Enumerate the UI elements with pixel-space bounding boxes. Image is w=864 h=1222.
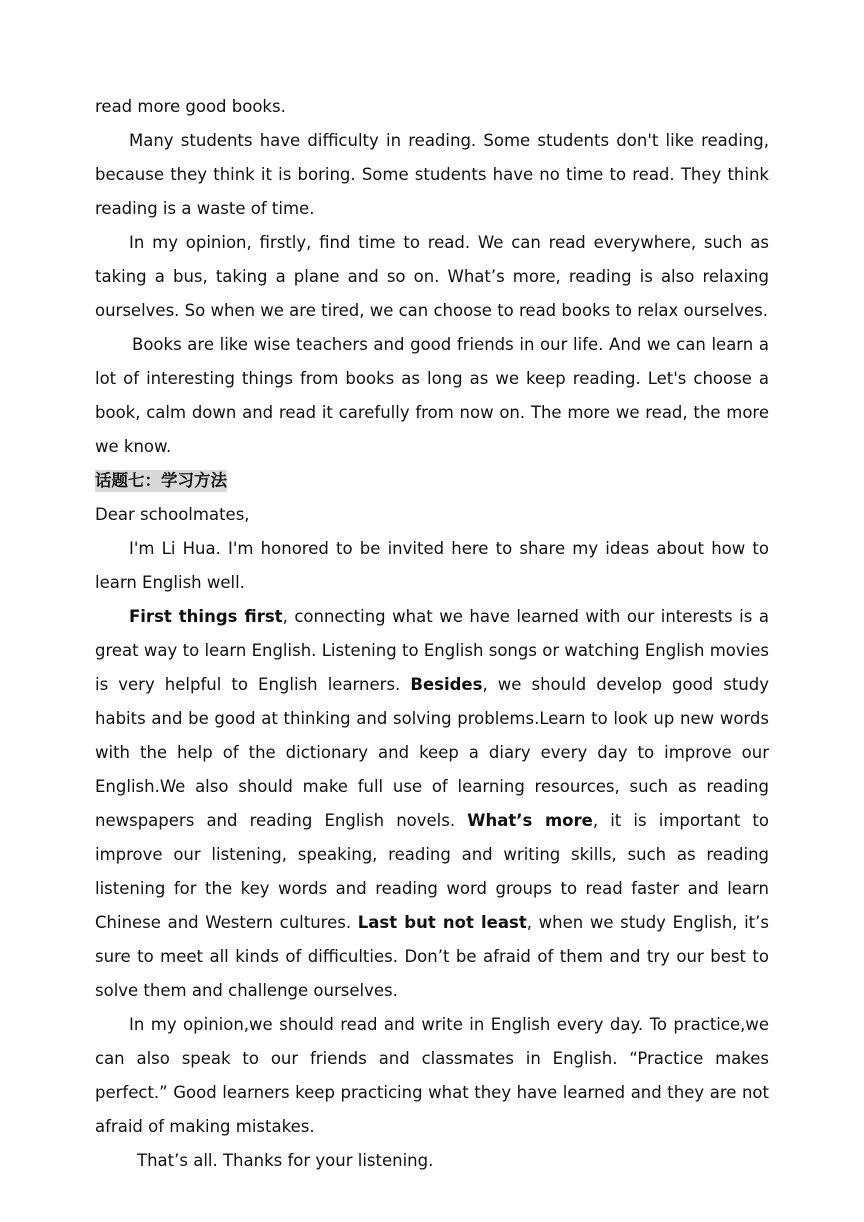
text-segment: , it is important to improve our listening, speaking, reading and writing skills, such as reading listening for the key words and reading word groups to read faster and learn Chinese and Western cultures. (95, 811, 769, 932)
bold-last-but-not-least: Last but not least (357, 913, 527, 932)
text-segment: , we should develop good study habits and be good at thinking and solving problems.Learn to look up new words with the help of the dictionary and keep a diary every day to improve our English.We also should make full use of learning resources, such as reading newspapers and reading English novels. (95, 675, 770, 830)
paragraph-reading-difficulty: Many students have difficulty in reading. Some students don't like reading, because they think it is boring. Some students have no time to read. They think reading is a waste of time. (95, 131, 769, 218)
topic-heading-line (95, 464, 769, 498)
bold-first-things-first: First things first (129, 607, 283, 626)
text-segment: , connecting what we have learned with our interests is a great way to learn English. Listening to English songs or watching English movies is very helpful to English learners. (95, 607, 769, 694)
paragraph-learning-methods (95, 600, 769, 1008)
text-segment: , when we study English, it’s sure to meet all kinds of difficulties. Don’t be afraid of them and try our best to solve them and challenge ourselves. (95, 913, 769, 1000)
greeting: Dear schoolmates, (95, 505, 250, 524)
bold-whats-more: What’s more (467, 811, 593, 830)
paragraph-practice: In my opinion,we should read and write in English every day. To practice,we can also speak to our friends and classmates in English. “Practice makes perfect.” Good learners keep practicing what they have learned and they are not afraid of making mistakes. (95, 1015, 769, 1136)
paragraph-introduction: I'm Li Hua. I'm honored to be invited here to share my ideas about how to learn English well. (95, 539, 769, 592)
bold-besides: Besides (410, 675, 483, 694)
paragraph-continuation: read more good books. (95, 97, 286, 116)
closing-line: That’s all. Thanks for your listening. (137, 1151, 434, 1170)
topic-heading: 话题七：学习方法 (95, 471, 227, 490)
paragraph-opinion-reading: In my opinion, firstly, find time to read. We can read everywhere, such as taking a bus, taking a plane and so on. What’s more, reading is also relaxing ourselves. So when we are tired, we can choose to read books to relax ourselves. (95, 233, 769, 320)
paragraph-books-wise-teachers: Books are like wise teachers and good friends in our life. And we can learn a lot of interesting things from books as long as we keep reading. Let's choose a book, calm down and read it carefully from now on. The more we read, the more we know. (95, 335, 769, 456)
document-page (95, 90, 769, 1178)
